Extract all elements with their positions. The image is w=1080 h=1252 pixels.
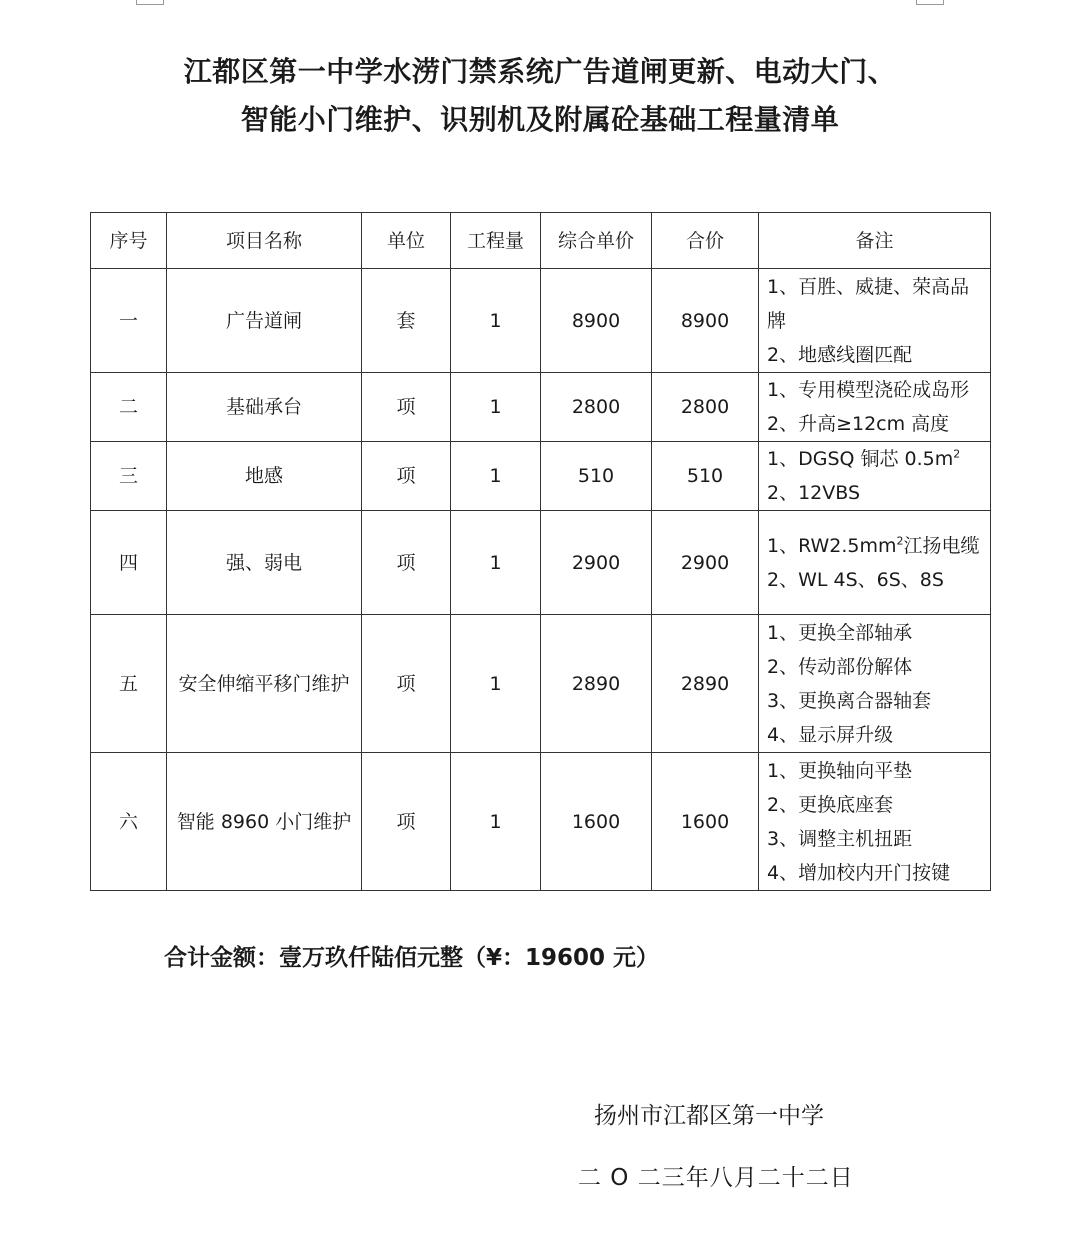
cell-unit: 项 — [362, 442, 451, 511]
header-total: 合价 — [652, 213, 759, 269]
header-name: 项目名称 — [167, 213, 362, 269]
cell-name: 智能 8960 小门维护 — [167, 753, 362, 891]
page-corner-mark-left — [136, 0, 164, 5]
cell-no: 六 — [91, 753, 167, 891]
cell-remarks — [759, 753, 991, 891]
cell-name: 强、弱电 — [167, 511, 362, 615]
cell-total: 8900 — [652, 269, 759, 373]
cell-unit-price: 2900 — [541, 511, 652, 615]
cell-total: 1600 — [652, 753, 759, 891]
table-row — [91, 615, 991, 753]
cell-qty: 1 — [451, 615, 541, 753]
cell-unit-price: 1600 — [541, 753, 652, 891]
cell-total: 510 — [652, 442, 759, 511]
remark-line: 2、升高≥12cm 高度 — [767, 413, 950, 435]
cell-qty: 1 — [451, 442, 541, 511]
cell-unit: 项 — [362, 615, 451, 753]
document-title-line-1: 江都区第一中学水涝门禁系统广告道闸更新、电动大门、 — [183, 55, 897, 88]
table-row — [91, 373, 991, 442]
cell-unit: 项 — [362, 373, 451, 442]
remark-line — [767, 442, 982, 476]
table-row — [91, 753, 991, 891]
cell-no: 五 — [91, 615, 167, 753]
remark-line: 3、调整主机扭距 — [767, 827, 913, 850]
remark-line: 2、更换底座套 — [767, 793, 894, 816]
remark-line: 4、显示屏升级 — [767, 723, 894, 746]
remark-line — [767, 529, 982, 563]
signature-date: 二 O 二三年八月二十二日 — [578, 1165, 854, 1191]
remark-line: 2、WL 4S、6S、8S — [767, 568, 944, 591]
cell-unit-price: 510 — [541, 442, 652, 511]
cell-unit: 项 — [362, 511, 451, 615]
header-qty: 工程量 — [451, 213, 541, 269]
cell-remarks — [759, 373, 991, 442]
cell-no: 一 — [91, 269, 167, 373]
cell-remarks — [759, 511, 991, 615]
signer-organization: 扬州市江都区第一中学 — [594, 1103, 824, 1129]
cell-no: 四 — [91, 511, 167, 615]
remark-text: 1、RW2.5mm — [767, 534, 897, 557]
table-header-row — [91, 213, 991, 269]
remark-line: 1、专用模型浇砼成岛形 — [767, 379, 970, 401]
cell-unit: 项 — [362, 753, 451, 891]
cell-total: 2800 — [652, 373, 759, 442]
cell-unit-price: 8900 — [541, 269, 652, 373]
cell-qty: 1 — [451, 269, 541, 373]
table-row — [91, 511, 991, 615]
remark-line: 3、更换离合器轴套 — [767, 689, 932, 712]
header-remarks: 备注 — [759, 213, 991, 269]
remark-line: 2、传动部份解体 — [767, 655, 913, 678]
cell-no: 二 — [91, 373, 167, 442]
table-row — [91, 269, 991, 373]
cell-total: 2890 — [652, 615, 759, 753]
document-title-line-2: 智能小门维护、识别机及附属砼基础工程量清单 — [240, 103, 840, 136]
cell-unit-price: 2800 — [541, 373, 652, 442]
cell-no: 三 — [91, 442, 167, 511]
cell-unit: 套 — [362, 269, 451, 373]
cell-name: 广告道闸 — [167, 269, 362, 373]
cell-name: 基础承台 — [167, 373, 362, 442]
table-row — [91, 442, 991, 511]
header-no: 序号 — [91, 213, 167, 269]
total-amount: 合计金额：壹万玖仟陆佰元整（¥：19600 元） — [164, 945, 660, 971]
remark-line: 1、更换轴向平垫 — [767, 759, 913, 782]
superscript-squared: 2 — [896, 534, 904, 548]
remark-line: 1、更换全部轴承 — [767, 621, 913, 644]
header-unit: 单位 — [362, 213, 451, 269]
cell-unit-price: 2890 — [541, 615, 652, 753]
header-unit-price: 综合单价 — [541, 213, 652, 269]
cell-total: 2900 — [652, 511, 759, 615]
page-corner-mark-right — [916, 0, 944, 5]
remark-line: 4、增加校内开门按键 — [767, 861, 951, 884]
cell-remarks — [759, 442, 991, 511]
cell-qty: 1 — [451, 373, 541, 442]
remark-line: 1、百胜、威捷、荣高品牌 — [767, 275, 970, 332]
cell-qty: 1 — [451, 753, 541, 891]
cell-name: 安全伸缩平移门维护 — [167, 615, 362, 753]
cell-remarks — [759, 615, 991, 753]
remark-text: 1、DGSQ 铜芯 0.5m — [767, 448, 954, 470]
remark-text: 江扬电缆 — [903, 534, 980, 557]
cell-name: 地感 — [167, 442, 362, 511]
superscript-squared: 2 — [953, 447, 961, 461]
remark-line: 2、12VBS — [767, 482, 861, 504]
cell-remarks — [759, 269, 991, 373]
quantity-table — [90, 212, 991, 891]
remark-line: 2、地感线圈匹配 — [767, 343, 913, 366]
cell-qty: 1 — [451, 511, 541, 615]
